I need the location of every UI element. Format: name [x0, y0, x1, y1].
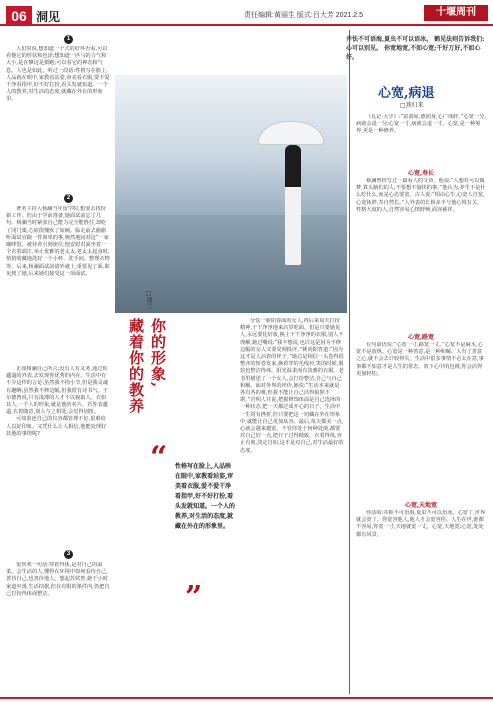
paragraph: 分怯一脸阳春面的女人,再后来每天打扮精神,干干净净地来店里吃面。但是只要她见人,永远要化好妆,换上干干净净的衣服,别人不理解,她过嘴说:“我不想说,也许这是因为不修边幅的女人又要受到批评。”姚尚阳答道:“因为这才是人活着的样子。”她总是相信一头卷得很整齐的短卷发来,换着穿的毛线衫,笑的时候,服装也整洁得体。阳光温柔而有淡雅的衣服。老书里描述了一个女人,会打扮整洁,自己与自己和解。面对外界的评价,她说:“生活本来就是各有各的难,但我不能让自己活得狼狈不堪。”岩明人并说,把握修饰体面是自己选择的一种状态,把一天都过成开心的日子。生活中一生常有挫折,但只要把这一切藏在外在形象中,就能让自己更加从容。最后,每天都美一点,心就会越来越宽。不管你处于何种处境,都要对自己好一点,把日子过得精致。衣着得体,容止有度,淡定自如,这才是对自己,对生活最好的态度。 — [240, 318, 344, 454]
paragraph: 很喜欢一句话:穿着得体,是对自己的温柔。会生活的人,懂得在环境中如何看待自己,善待自己,也善待他人。想起苏轼曾,她于小时家道中落,生活拮据,但在有限的条件内,仍把自己打扮得体面整洁。 — [6, 562, 110, 597]
title-line-1: 你的形象, — [149, 318, 167, 389]
left-column-text-2 — [6, 206, 110, 366]
subheading-2: 心宽,路宽 — [407, 334, 435, 341]
subheading-1: 心宽,寿长 — [407, 170, 435, 177]
paragraph: 人们常说,想知道一个式的好坏否需,可以看他它的形状和色泽;想知道一匹马的力气和大小,是在攀这是摄跑;可以看它的神态和气息。人也是如此。听过一段话:性格写在脸上,人品就在眼中,家教看站姿,审美看衣服,要不爱干净看指甲,好不好打扮,看头发就知道。一个人的教养,对生活的态度,就藏在外在的形象里。 — [6, 46, 110, 103]
section-marker-2: 2 — [64, 194, 73, 203]
middle-column-text — [240, 318, 344, 694]
page-number: 06 — [6, 6, 32, 26]
left-column-text-3 — [6, 366, 110, 506]
paragraph: 蔡澜曾经写过一篇看人的文章。他说:“人想对可以做梦,算头脑们的人,不要想不愉快的事。”他认为,养生不是什么吃什么,而是心态要宽。古人说:“相由心生,心宽人自宽,心宽体胖,寿自然长。”人外表的长相多半与他心境有关。性格大度的人,自然容易心情舒畅,面容慈祥。 — [356, 178, 486, 213]
column-divider — [349, 30, 350, 694]
section-marker-1: 1 — [64, 35, 73, 44]
close-quote-icon: ” — [185, 580, 203, 615]
paragraph: 可如果连自己的仪容都管理不好,很难给人以好印象。又凭什么让人相信,他能处理好其他的事情呢? — [6, 416, 107, 437]
subheading-3: 心宽,天地宽 — [404, 502, 438, 509]
bottom-rule — [0, 697, 493, 699]
masthead-logo: 十堰周刊 — [424, 5, 488, 21]
paragraph: 《礼记·大学》:“富润屋,德润身,心广体胖。”心宽一分,病就会退一分;心宽一寸,病就会退一寸。心宽,是一种境界,更是一种修养。 — [356, 114, 486, 135]
section-marker-3: 3 — [64, 550, 73, 559]
right-headline: 井怯不可语海,夏虫不可以语冰。 鹤见法则告诉我们:心可以别见。 你宽地宽,不如心宽;千好万好,不如心好。 — [346, 36, 485, 61]
right-article-author: □燕归来 — [400, 102, 424, 109]
right-article-title: 心宽,病退 — [378, 86, 435, 101]
section-title: 洞见 — [36, 10, 61, 24]
editor-info: 责任编辑:黄丽生 版式:吕大芳 2021.2.5 — [244, 12, 364, 19]
left-column-text-1 — [6, 46, 110, 190]
article-title — [122, 318, 168, 422]
feature-photo — [115, 75, 347, 313]
paragraph: 正如杨澜自己所言:没有人有义务,通过你邋遢的外表,去发现你优秀的内在。生活中有不少这样的言论:虽然我不拘小节,但是我灵魂有趣啊;虽然我不修边幅,但我很有诗书气。王尔德曾说,只有浅薄的人才不以貌取人。衣如其人,一个人的形象,就是他的名片。若外表邋遢,衣着随意,别人与之相处,会觉得别扭。 — [6, 366, 108, 416]
paragraph: 你活的:井蛙不可语海,夏虫不可以语冰。心宽了,世界就会宽了。你宽容他人,他人才会宽容你。人生在世,谁都不容易,你宽一寸,天地就宽一丈。心宽,天地宽;心宽,处处都有风景。 — [356, 510, 486, 538]
right-section-2-text — [356, 342, 486, 498]
open-quote-icon: “ — [150, 440, 168, 475]
woman-figure-icon — [285, 145, 301, 265]
umbrella-icon — [258, 121, 324, 145]
pull-quote: 性格写在脸上,人品映在眼中,家教看站姿,审美看衣服,爱不爱干净看指甲,好不好打扮,看头发就知道。一个人的教养,对生活的态度,就藏在外在的形象里。 — [175, 463, 236, 530]
right-intro — [356, 114, 486, 166]
paragraph: 著名主持人杨澜当年留学时,想要去找份新工作。但由于学前准备,她面试前忘了几句。杨澜当时紧张自己能力完全能胜任,却吃了闭门羹,心底很愧疚了如阙。临走前去偷偷听面试官跟一件简单的事,婉然地问对这“一家咖啡馆。被待者引到座位,他安慰对面坐着一个衣着端庄,举止优雅的老太太,老太太起身时,悄悄收藏地洗好一个小杯、洗手间、整理衣物等。后来,杨澜面试前请外就上,重要见了面,即见到了她,后来她们接受这一项面试。 — [6, 206, 110, 277]
article-author: □谭兰 — [145, 290, 152, 309]
left-column-text-4 — [6, 562, 110, 692]
paragraph: 有句谚语说:“心宽一寸,路宽一丈。”心宽不是麻木,心宽不是放纵。心宽是一种善意,是一种和解。人有了善意之心,就不会去计较得失。生活中很多事情不必太在意,事事都不如意才是人生的常态。放下心中的包袱,你会活得更加轻松。 — [356, 342, 484, 377]
right-section-3-text — [356, 510, 486, 694]
title-line-2: 藏着你的教养 — [127, 318, 145, 414]
right-section-1-text — [356, 178, 486, 330]
top-rule — [0, 24, 493, 26]
